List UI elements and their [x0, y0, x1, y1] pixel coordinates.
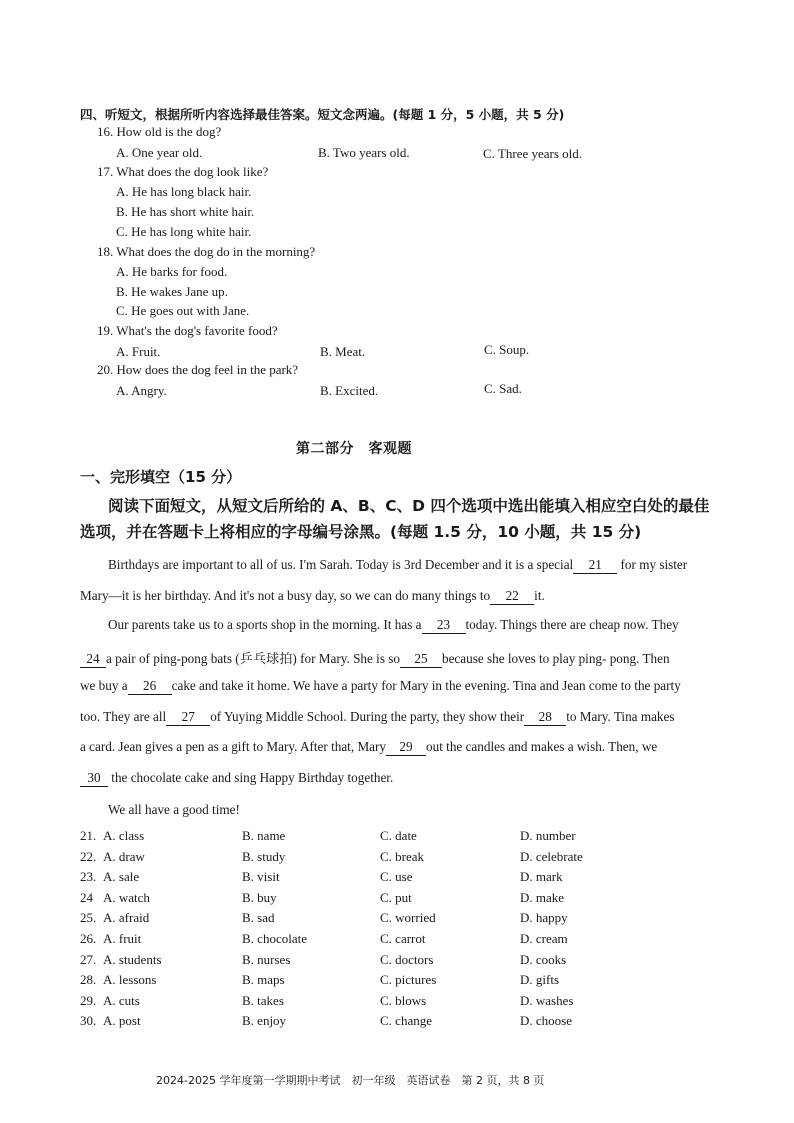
option-b: B. buy	[242, 889, 277, 905]
option-d: D. cream	[520, 931, 568, 946]
answer-number: 21.	[80, 828, 97, 843]
passage-line-3	[108, 617, 679, 634]
question-19: 19. What's the dog's favorite food?	[97, 323, 278, 338]
option-b: B. study	[242, 848, 286, 864]
q20-option-c: C. Sad.	[484, 381, 522, 396]
passage-line-9: We all have a good time!	[108, 802, 240, 817]
passage-text: for my sister	[620, 557, 688, 572]
q17-option-b: B. He has short white hair.	[116, 204, 255, 219]
q16-option-c: C. Three years old.	[483, 146, 583, 161]
option-d: D. happy	[520, 910, 568, 926]
option-a: A. class	[103, 828, 145, 843]
passage-text: Our parents take us to a sports shop in the morning. It has a	[108, 617, 422, 632]
option-a: A. cuts	[103, 992, 140, 1008]
blank-23: 23	[422, 617, 466, 634]
answer-row	[80, 869, 640, 889]
answer-number: 24	[80, 889, 93, 905]
answer-row	[80, 993, 640, 1013]
answer-row	[80, 849, 640, 869]
q19-option-b: B. Meat.	[320, 344, 366, 359]
answer-row	[80, 1013, 640, 1033]
answer-row	[80, 972, 640, 992]
q18-option-b: B. He wakes Jane up.	[116, 284, 228, 299]
option-b: B. enjoy	[242, 1013, 287, 1029]
q19-option-c: C. Soup.	[484, 342, 530, 357]
option-c: C. put	[380, 889, 412, 905]
blank-28: 28	[524, 709, 566, 726]
blank-29: 29	[386, 739, 426, 756]
option-d: D. washes	[520, 992, 574, 1008]
blank-30: 30	[80, 770, 108, 787]
option-c: C. carrot	[380, 931, 426, 946]
page-footer: 2024-2025 学年度第一学期期中考试 初一年级 英语试卷 第 2 页，共 8 页	[156, 1074, 545, 1087]
answer-number: 29.	[80, 992, 97, 1008]
question-16: 16. How old is the dog?	[97, 124, 222, 139]
option-a: A. sale	[103, 869, 140, 885]
passage-line-6	[80, 709, 675, 726]
passage-text: out the candles and makes a wish. Then, we	[426, 739, 658, 754]
passage-text: Birthdays are important to all of us. I'm Sarah. Today is 3rd December and it is a special	[108, 557, 574, 572]
passage-line-2	[80, 588, 545, 605]
passage-line-1	[108, 557, 687, 574]
blank-27: 27	[166, 709, 210, 726]
passage-text: today. Things there are cheap now. They	[465, 617, 679, 632]
option-d: D. number	[520, 828, 576, 843]
cloze-answer-options	[80, 828, 640, 1038]
option-b: B. nurses	[242, 951, 291, 967]
option-b: B. sad	[242, 910, 275, 926]
answer-number: 25.	[80, 910, 97, 926]
passage-text: too. They are all	[80, 709, 167, 724]
passage-text: the chocolate cake and sing Happy Birthday together.	[111, 770, 394, 785]
passage-text: we buy a	[80, 678, 128, 693]
q16-option-a: A. One year old.	[116, 145, 203, 160]
passage-text: of Yuying Middle School. During the party, they show their	[210, 709, 525, 724]
option-c: C. worried	[380, 910, 436, 926]
passage-line-5	[80, 678, 681, 695]
option-c: C. doctors	[380, 951, 434, 967]
blank-22: 22	[490, 588, 534, 605]
option-c: C. use	[380, 869, 413, 885]
passage-text: a card. Jean gives a pen as a gift to Mary. After that, Mary	[80, 739, 387, 754]
option-d: D. celebrate	[520, 848, 583, 864]
answer-row	[80, 931, 640, 951]
passage-line-8	[80, 770, 393, 787]
answer-number: 23.	[80, 869, 97, 885]
option-a: A. draw	[103, 848, 145, 864]
listening-section-header: 四、听短文，根据所听内容选择最佳答案。短文念两遍。(每题 1 分，5 小题，共 5 分)	[80, 107, 565, 122]
option-d: D. choose	[520, 1013, 572, 1029]
q18-option-a: A. He barks for food.	[116, 264, 228, 279]
answer-number: 30.	[80, 1013, 97, 1029]
answer-row	[80, 952, 640, 972]
option-c: C. pictures	[380, 972, 437, 988]
option-d: D. mark	[520, 869, 563, 885]
passage-text: cake and take it home. We have a party for Mary in the evening. Tina and Jean come to the party	[171, 678, 681, 693]
answer-number: 22.	[80, 848, 97, 864]
option-b: B. chocolate	[242, 931, 307, 946]
part-two-title: 第二部分 客观题	[296, 441, 412, 457]
option-d: D. make	[520, 889, 565, 905]
option-d: D. gifts	[520, 972, 559, 988]
answer-number: 28.	[80, 972, 97, 988]
question-20: 20. How does the dog feel in the park?	[97, 362, 299, 377]
q17-option-c: C. He has long white hair.	[116, 224, 252, 239]
option-a: A. watch	[103, 889, 150, 905]
q19-option-a: A. Fruit.	[116, 344, 161, 359]
option-c: C. blows	[380, 992, 427, 1008]
answer-row	[80, 890, 640, 910]
option-d: D. cooks	[520, 951, 567, 967]
answer-row	[80, 910, 640, 930]
option-b: B. maps	[242, 972, 285, 988]
option-a: A. lessons	[103, 972, 157, 988]
blank-24: 24	[80, 651, 106, 668]
option-a: A. students	[103, 951, 162, 967]
passage-text: a pair of ping-pong bats (乒乓球拍) for Mary. She is so	[106, 651, 400, 666]
passage-line-4	[80, 648, 670, 668]
answer-row	[80, 828, 640, 848]
option-b: B. name	[242, 828, 286, 843]
answer-number: 27.	[80, 951, 97, 967]
blank-21: 21	[573, 557, 617, 574]
q20-option-a: A. Angry.	[116, 383, 167, 398]
blank-26: 26	[128, 678, 172, 695]
passage-text: it.	[534, 588, 545, 603]
passage-text: because she loves to play ping- pong. Then	[441, 651, 670, 666]
passage-text: to Mary. Tina makes	[566, 709, 675, 724]
q17-option-a: A. He has long black hair.	[116, 184, 252, 199]
option-c: C. date	[380, 828, 417, 843]
q20-option-b: B. Excited.	[320, 383, 379, 398]
cloze-section-header: 一、完形填空（15 分）	[80, 468, 242, 486]
answer-number: 26.	[80, 931, 97, 946]
option-a: A. fruit	[103, 931, 142, 946]
question-18: 18. What does the dog do in the morning?	[97, 244, 316, 259]
option-c: C. break	[380, 848, 425, 864]
passage-text: Mary—it is her birthday. And it's not a busy day, so we can do many things to	[80, 588, 491, 603]
cloze-instructions: 阅读下面短文，从短文后所给的 A、B、C、D 四个选项中选出能填入相应空白处的最佳选项，并在答题卡上将相应的字母编号涂黑。(每题 1.5 分，10 小题，共 15 分)	[80, 497, 710, 541]
option-b: B. visit	[242, 869, 280, 885]
blank-25: 25	[400, 651, 442, 668]
option-b: B. takes	[242, 992, 284, 1008]
option-a: A. afraid	[103, 910, 150, 926]
passage-line-7	[80, 739, 657, 756]
option-c: C. change	[380, 1013, 432, 1029]
q18-option-c: C. He goes out with Jane.	[116, 303, 250, 318]
q16-option-b: B. Two years old.	[318, 145, 410, 160]
question-17: 17. What does the dog look like?	[97, 164, 269, 179]
option-a: A. post	[103, 1013, 141, 1029]
